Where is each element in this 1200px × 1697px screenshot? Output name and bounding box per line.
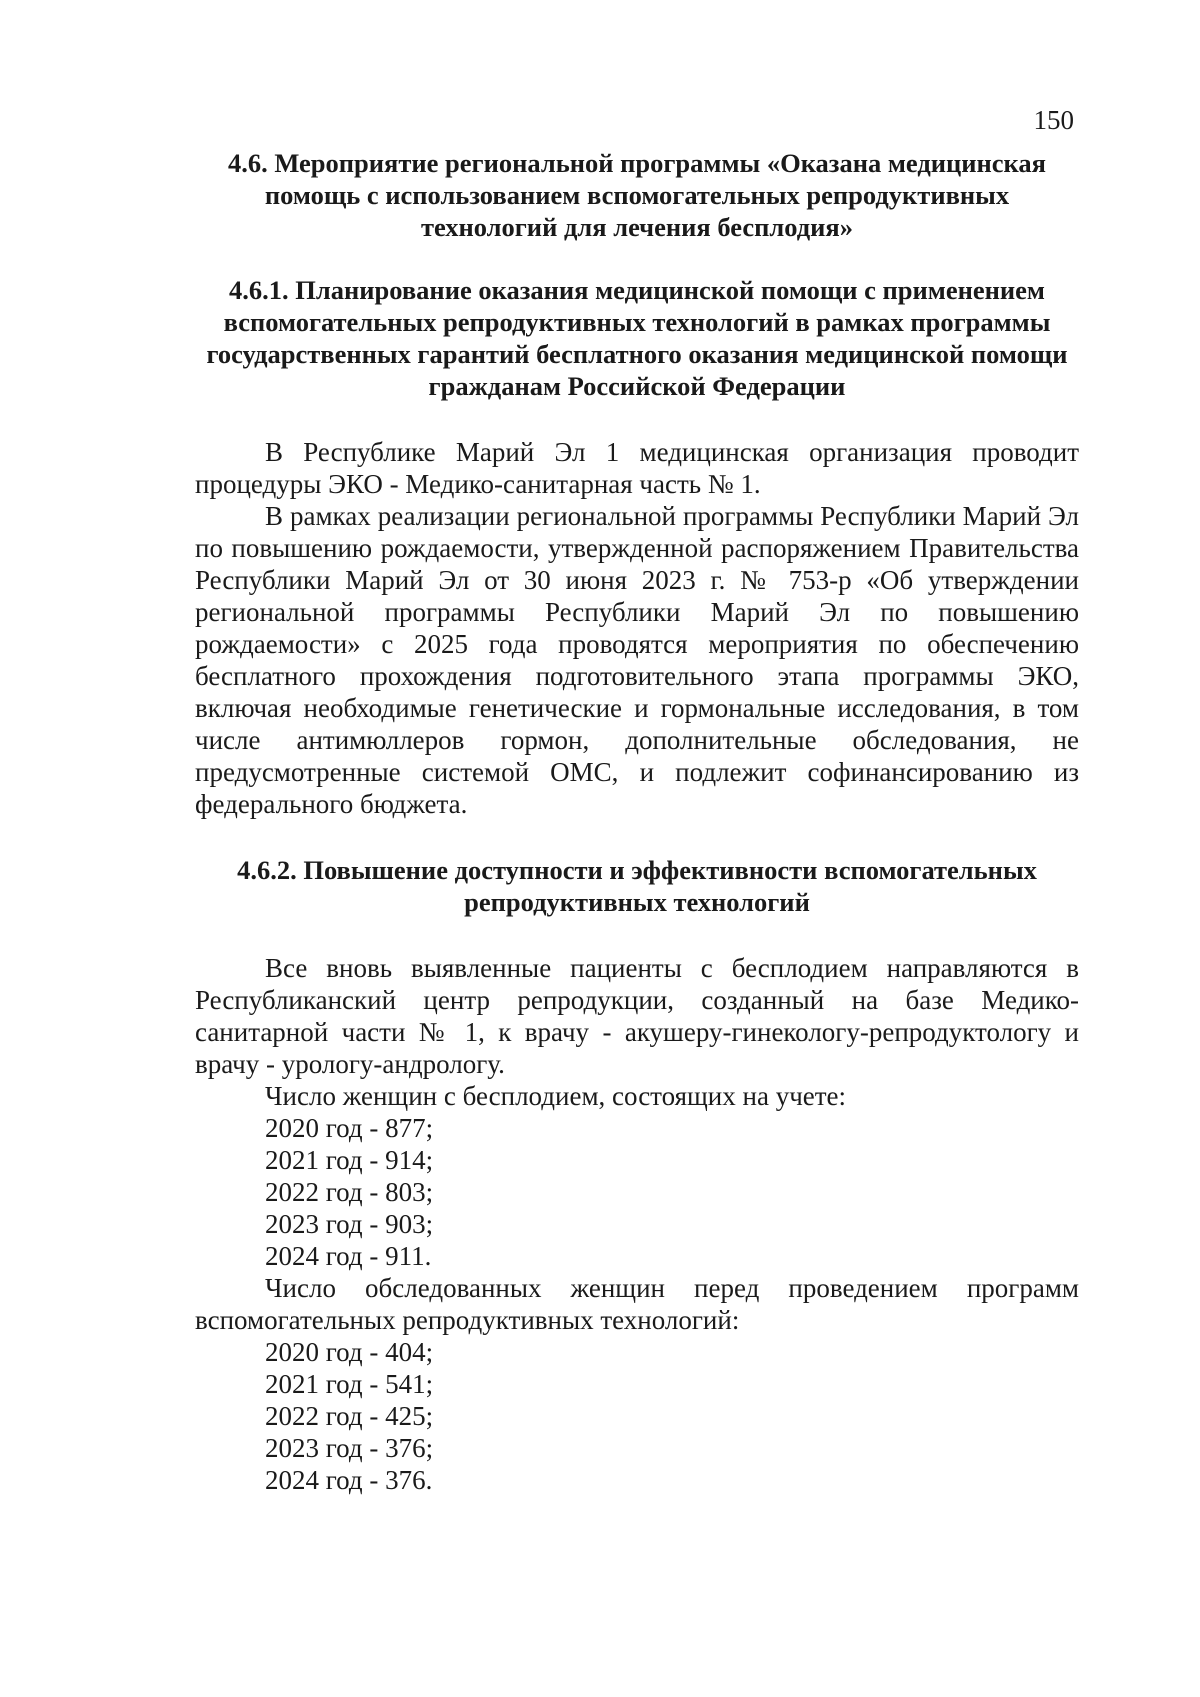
paragraph: В Республике Марий Эл 1 медицинская организация проводит процедуры ЭКО - Медико-санитарная часть № 1.: [195, 437, 1079, 499]
page-number: 150: [1033, 105, 1074, 135]
examined-women-label: Число обследованных женщин перед проведением программ вспомогательных репродуктивных технологий:: [195, 1273, 1079, 1335]
paragraph: В рамках реализации региональной программы Республики Марий Эл по повышению рождаемости, утвержденной распоряжением Правительства Республики Марий Эл от 30 июня 2023 г. № 753-р «Об утверждении региональной программы Республики Марий Эл по повышению рождаемости» с 2025 года проводятся мероприятия по обеспечению бесплатного прохождения подготовительного этапа программы ЭКО, включая необходимые генетические и гормональные исследования, в том числе антимюллеров гормон, дополнительные обследования, не предусмотренные системой ОМС, и подлежит софинансированию из федерального бюджета.: [195, 501, 1079, 819]
list-item: 2024 год - 376.: [265, 1465, 433, 1495]
section-4-6-1-title: 4.6.1. Планирование оказания медицинской помощи с применением вспомогательных репродуктивных технологий в рамках программы государственных гарантий бесплатного оказания медицинской помощи гражданам Российской Федерации: [206, 275, 1068, 401]
list-item: 2023 год - 376;: [265, 1433, 434, 1463]
list-item: 2024 год - 911.: [265, 1241, 432, 1271]
registered-women-label: Число женщин с бесплодием, состоящих на учете:: [265, 1081, 847, 1111]
paragraph: Все вновь выявленные пациенты с бесплодием направляются в Республиканский центр репродукции, созданный на базе Медико-санитарной части № 1, к врачу - акушеру-гинекологу-репродуктологу и врачу - урологу-андрологу.: [195, 953, 1079, 1079]
list-item: 2021 год - 914;: [265, 1145, 434, 1175]
document-content: [195, 147, 1079, 1496]
list-item: 2022 год - 803;: [265, 1177, 434, 1207]
list-item: 2023 год - 903;: [265, 1209, 434, 1239]
list-item: 2021 год - 541;: [265, 1369, 434, 1399]
list-item: 2022 год - 425;: [265, 1401, 434, 1431]
registered-women-list: [195, 1112, 1079, 1272]
examined-women-list: [195, 1336, 1079, 1496]
list-item: 2020 год - 877;: [265, 1113, 434, 1143]
section-4-6-2-title: 4.6.2. Повышение доступности и эффективности вспомогательных репродуктивных технологий: [237, 855, 1037, 917]
list-item: 2020 год - 404;: [265, 1337, 434, 1367]
section-4-6-title: 4.6. Мероприятие региональной программы «Оказана медицинская помощь с использованием вспомогательных репродуктивных технологий для лечения бесплодия»: [227, 148, 1047, 242]
